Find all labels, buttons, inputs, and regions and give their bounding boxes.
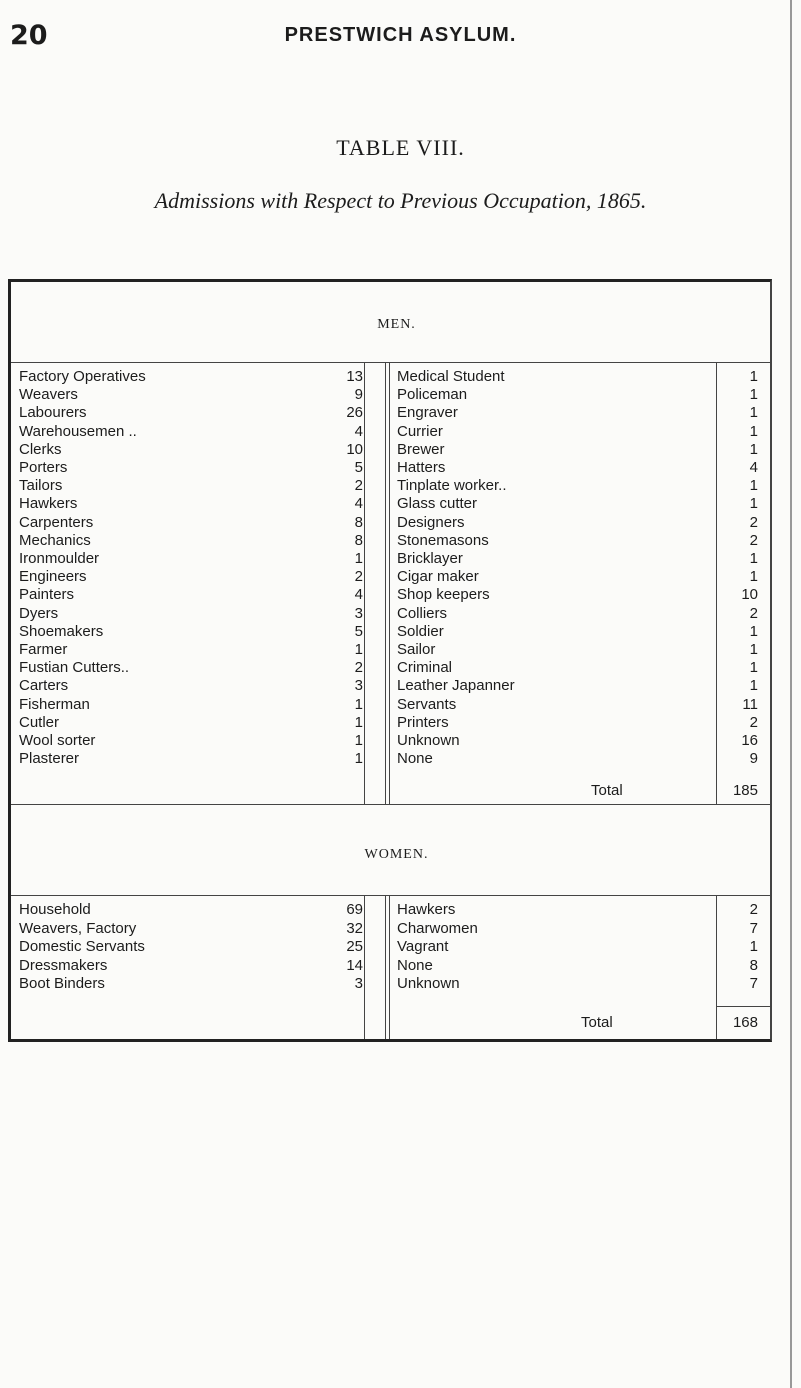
men-bottom-rule <box>11 804 771 805</box>
women-right-occupation: Vagrant <box>397 938 449 956</box>
men-right-count: 2 <box>749 531 758 549</box>
women-right-count: 7 <box>749 975 758 993</box>
men-right-occupation: Criminal <box>397 659 453 677</box>
women-col-rule-1 <box>364 895 365 1039</box>
men-left-occupation: Porters <box>19 459 68 476</box>
men-total-value: 185 <box>732 782 758 799</box>
men-left-count: 1 <box>354 641 363 658</box>
men-right-count: 1 <box>749 550 758 567</box>
women-total-rule <box>716 1006 770 1007</box>
men-left-occupation: Factory Operatives <box>19 368 146 385</box>
men-right-count: 1 <box>749 422 758 440</box>
women-right-occupation: Charwomen <box>397 919 478 937</box>
men-left-occupation: Dyers <box>19 604 59 622</box>
table-frame <box>8 279 772 1042</box>
men-left-count: 4 <box>354 495 363 513</box>
men-right-occupation: Cigar maker <box>397 568 479 586</box>
men-right-occupation: Sailor <box>397 641 436 658</box>
women-left-count: 69 <box>346 901 363 918</box>
men-left-occupation: Wool sorter <box>19 732 96 749</box>
men-left-count: 1 <box>354 750 363 768</box>
men-right-count: 1 <box>749 495 758 513</box>
men-left-count: 9 <box>354 386 363 404</box>
women-right-occupation: Unknown <box>397 975 460 993</box>
women-right-count: 2 <box>749 901 758 918</box>
women-right-count: 8 <box>749 956 758 974</box>
men-right-occupation: Bricklayer <box>397 550 463 567</box>
men-right-count: 1 <box>749 368 758 385</box>
men-left-occupation: Mechanics <box>19 531 91 549</box>
men-right-occupation: Colliers <box>397 604 448 622</box>
men-left-count: 5 <box>354 622 363 640</box>
men-left-count: 10 <box>346 440 363 458</box>
men-right-count: 1 <box>749 404 758 422</box>
men-left-count: 4 <box>354 586 363 604</box>
women-left-occupation: Boot Binders <box>19 975 105 993</box>
page-number: 20 <box>10 20 48 51</box>
running-head: PRESTWICH ASYLUM. <box>284 24 517 46</box>
men-col-rule-1 <box>364 362 365 804</box>
men-left-count: 26 <box>346 404 363 422</box>
men-left-count: 1 <box>354 732 363 749</box>
men-left-occupation: Fisherman <box>19 695 90 713</box>
men-left-count: 2 <box>354 659 363 677</box>
men-left-count: 13 <box>346 368 363 385</box>
men-left-occupation: Carpenters <box>19 513 94 531</box>
page-edge-rule <box>790 0 792 1388</box>
men-left-occupation: Clerks <box>19 440 62 458</box>
men-left-occupation: Painters <box>19 586 75 604</box>
men-right-occupation: None <box>397 750 433 768</box>
women-col-rule-4 <box>716 895 717 1039</box>
women-right-count: 1 <box>749 938 758 956</box>
men-right-count: 10 <box>741 586 758 604</box>
men-right-count: 16 <box>741 732 758 749</box>
men-col-rule-3 <box>389 362 390 804</box>
women-left-occupation: Dressmakers <box>19 956 108 974</box>
men-right-count: 1 <box>749 568 758 586</box>
women-left-occupation: Weavers, Factory <box>19 919 137 937</box>
men-right-occupation: Stonemasons <box>397 531 489 549</box>
men-right-occupation: Glass cutter <box>397 495 478 513</box>
men-right-occupation: Medical Student <box>397 368 505 385</box>
men-left-count: 8 <box>354 513 363 531</box>
men-left-count: 2 <box>354 477 363 495</box>
men-right-occupation: Designers <box>397 513 465 531</box>
women-left-count: 3 <box>354 975 363 993</box>
men-left-occupation: Tailors <box>19 477 63 495</box>
women-left-count: 32 <box>346 919 363 937</box>
men-left-occupation: Ironmoulder <box>19 550 100 567</box>
men-left-occupation: Weavers <box>19 386 78 404</box>
men-left-occupation: Labourers <box>19 404 87 422</box>
women-total-value: 168 <box>732 1014 758 1031</box>
men-left-occupation: Cutler <box>19 713 60 731</box>
women-heading: WOMEN. <box>364 847 429 862</box>
men-right-count: 1 <box>749 386 758 404</box>
women-left-count: 25 <box>346 938 363 956</box>
women-left-count: 14 <box>346 956 363 974</box>
men-right-count: 4 <box>749 459 758 476</box>
men-right-occupation: Hatters <box>397 459 446 476</box>
men-left-occupation: Carters <box>19 677 69 695</box>
men-right-occupation: Leather Japanner <box>397 677 515 695</box>
women-col-rule-2 <box>385 895 386 1039</box>
men-left-occupation: Shoemakers <box>19 622 104 640</box>
men-left-count: 1 <box>354 695 363 713</box>
men-col-rule-4 <box>716 362 717 804</box>
men-heading: MEN. <box>377 317 416 332</box>
men-right-count: 1 <box>749 641 758 658</box>
men-left-occupation: Fustian Cutters.. <box>19 659 130 677</box>
men-right-count: 1 <box>749 477 758 495</box>
men-right-occupation: Policeman <box>397 386 468 404</box>
men-total-label: Total <box>591 782 623 799</box>
men-right-count: 2 <box>749 604 758 622</box>
men-left-count: 2 <box>354 568 363 586</box>
men-left-count: 1 <box>354 713 363 731</box>
women-right-count: 7 <box>749 919 758 937</box>
men-col-rule-2 <box>385 362 386 804</box>
women-right-occupation: None <box>397 956 433 974</box>
men-left-count: 8 <box>354 531 363 549</box>
women-header-rule <box>11 895 771 896</box>
men-left-occupation: Hawkers <box>19 495 78 513</box>
men-left-count: 3 <box>354 604 363 622</box>
men-left-count: 1 <box>354 550 363 567</box>
men-right-count: 1 <box>749 659 758 677</box>
men-right-count: 2 <box>749 513 758 531</box>
men-right-count: 2 <box>749 713 758 731</box>
men-right-occupation: Servants <box>397 695 457 713</box>
men-left-count: 4 <box>354 422 363 440</box>
men-left-occupation: Plasterer <box>19 750 80 768</box>
men-right-occupation: Brewer <box>397 440 445 458</box>
men-right-occupation: Unknown <box>397 732 460 749</box>
men-right-occupation: Currier <box>397 422 443 440</box>
men-right-count: 11 <box>742 695 758 713</box>
men-left-occupation: Warehousemen .. <box>19 422 137 440</box>
men-right-count: 1 <box>749 440 758 458</box>
men-header-rule <box>11 362 771 363</box>
men-left-count: 3 <box>354 677 363 695</box>
men-left-occupation: Farmer <box>19 641 68 658</box>
women-left-occupation: Domestic Servants <box>19 938 145 956</box>
men-right-occupation: Engraver <box>397 404 458 422</box>
men-right-count: 1 <box>749 677 758 695</box>
men-right-count: 9 <box>749 750 758 768</box>
women-total-label: Total <box>581 1014 613 1031</box>
men-left-occupation: Engineers <box>19 568 87 586</box>
women-col-rule-3 <box>389 895 390 1039</box>
men-right-count: 1 <box>749 622 758 640</box>
men-right-occupation: Soldier <box>397 622 444 640</box>
men-left-count: 5 <box>354 459 363 476</box>
men-right-occupation: Shop keepers <box>397 586 490 604</box>
table-subtitle: Admissions with Respect to Previous Occupation, 1865. <box>154 188 647 213</box>
table-title: TABLE VIII. <box>336 135 465 160</box>
men-right-occupation: Printers <box>397 713 449 731</box>
women-right-occupation: Hawkers <box>397 901 456 918</box>
men-right-occupation: Tinplate worker.. <box>397 477 507 495</box>
women-left-occupation: Household <box>19 901 91 918</box>
